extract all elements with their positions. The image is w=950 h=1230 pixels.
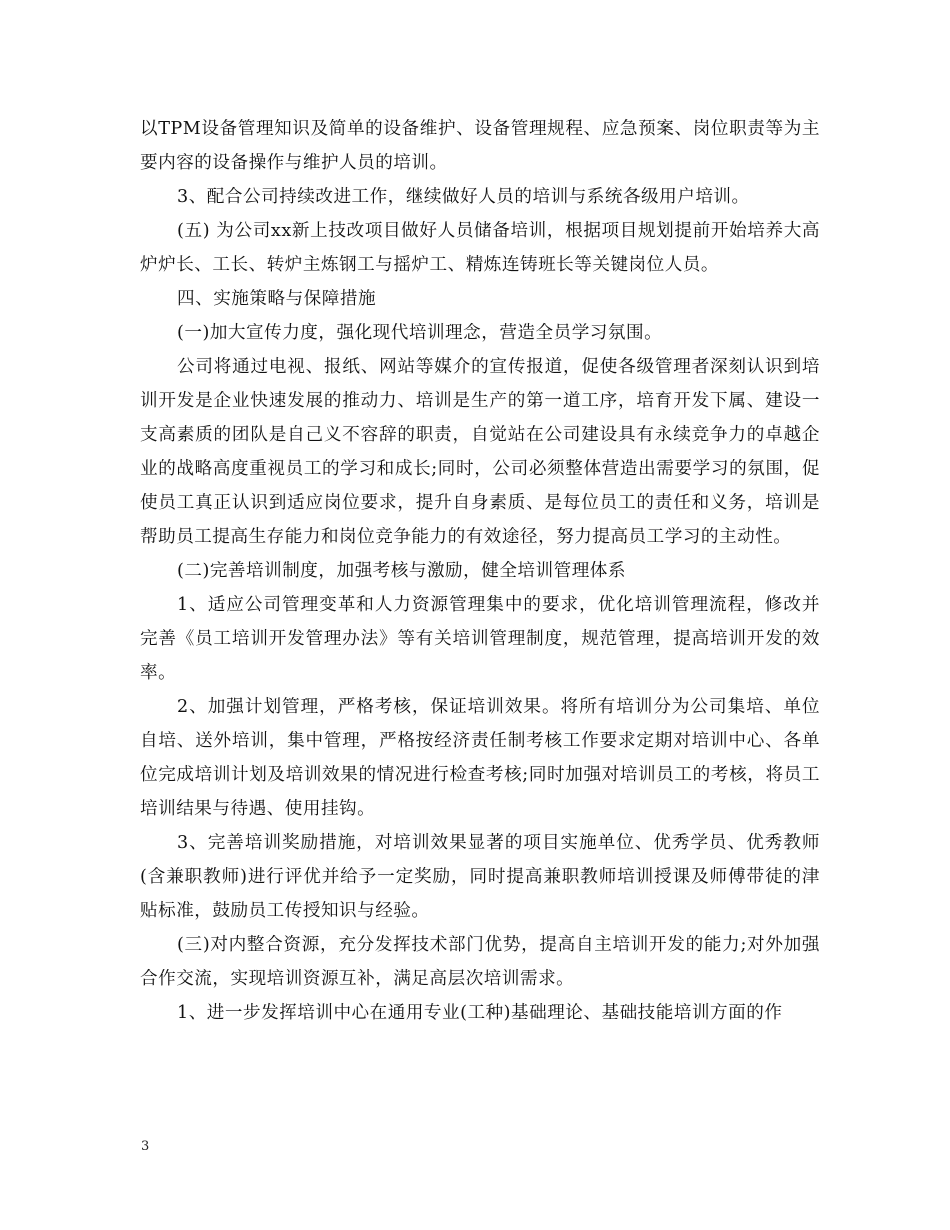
subheading-publicity: (一)加大宣传力度，强化现代培训理念，营造全员学习氛围。 xyxy=(177,323,663,343)
paragraph-reserve-training: (五) 为公司xx新上技改项目做好人员储备培训，根据项目规划提前开始培养大高炉炉长、工长、转炉主炼钢工与摇炉工、精炼连铸班长等关键岗位人员。 xyxy=(140,221,820,275)
page-number: 3 xyxy=(141,1139,150,1154)
paragraph-reward-measures: 3、完善培训奖励措施，对培训效果显著的项目实施单位、优秀学员、优秀教师(含兼职教师)进行评优并给予一定奖励，同时提高兼职教师培训授课及师傅带徒的津贴标准，鼓励员工传授知识与经验。 xyxy=(140,833,820,921)
paragraph-publicity-body: 公司将通过电视、报纸、网站等媒介的宣传报道，促使各级管理者深刻认识到培训开发是企业快速发展的推动力、培训是生产的第一道工序，培育开发下属、建设一支高素质的团队是自己义不容辞的职责，自觉站在公司建设具有永续竞争力的卓越企业的战略高度重视员工的学习和成长;同时，公司必须整体营造出需要学习的氛围，促使员工真正认识到适应岗位要求，提升自身素质、是每位员工的责任和义务，培训是帮助员工提高生存能力和岗位竞争能力的有效途径，努力提高员工学习的主动性。 xyxy=(140,357,820,547)
paragraph-process-optimization: 1、适应公司管理变革和人力资源管理集中的要求，优化培训管理流程，修改并完善《员工培训开发管理办法》等有关培训管理制度，规范管理，提高培训开发的效率。 xyxy=(140,595,820,683)
section-heading-strategies: 四、实施策略与保障措施 xyxy=(177,289,377,309)
subheading-resource-integration: (三)对内整合资源，充分发挥技术部门优势，提高自主培训开发的能力;对外加强合作交流，实现培训资源互补，满足高层次培训需求。 xyxy=(140,935,820,989)
paragraph-training-center: 1、进一步发挥培训中心在通用专业(工种)基础理论、基础技能培训方面的作 xyxy=(177,1003,783,1023)
subheading-training-system: (二)完善培训制度，加强考核与激励，健全培训管理体系 xyxy=(177,561,626,581)
paragraph-tpm-training: 以TPM设备管理知识及简单的设备维护、设备管理规程、应急预案、岗位职责等为主要内容的设备操作与维护人员的培训。 xyxy=(140,119,820,173)
paragraph-plan-management: 2、加强计划管理，严格考核，保证培训效果。将所有培训分为公司集培、单位自培、送外培训，集中管理，严格按经济责任制考核工作要求定期对培训中心、各单位完成培训计划及培训效果的情况进行检查考核;同时加强对培训员工的考核，将员工培训结果与待遇、使用挂钩。 xyxy=(140,697,820,819)
document-body xyxy=(140,112,820,1030)
paragraph-continuous-improvement: 3、配合公司持续改进工作，继续做好人员的培训与系统各级用户培训。 xyxy=(177,187,750,207)
